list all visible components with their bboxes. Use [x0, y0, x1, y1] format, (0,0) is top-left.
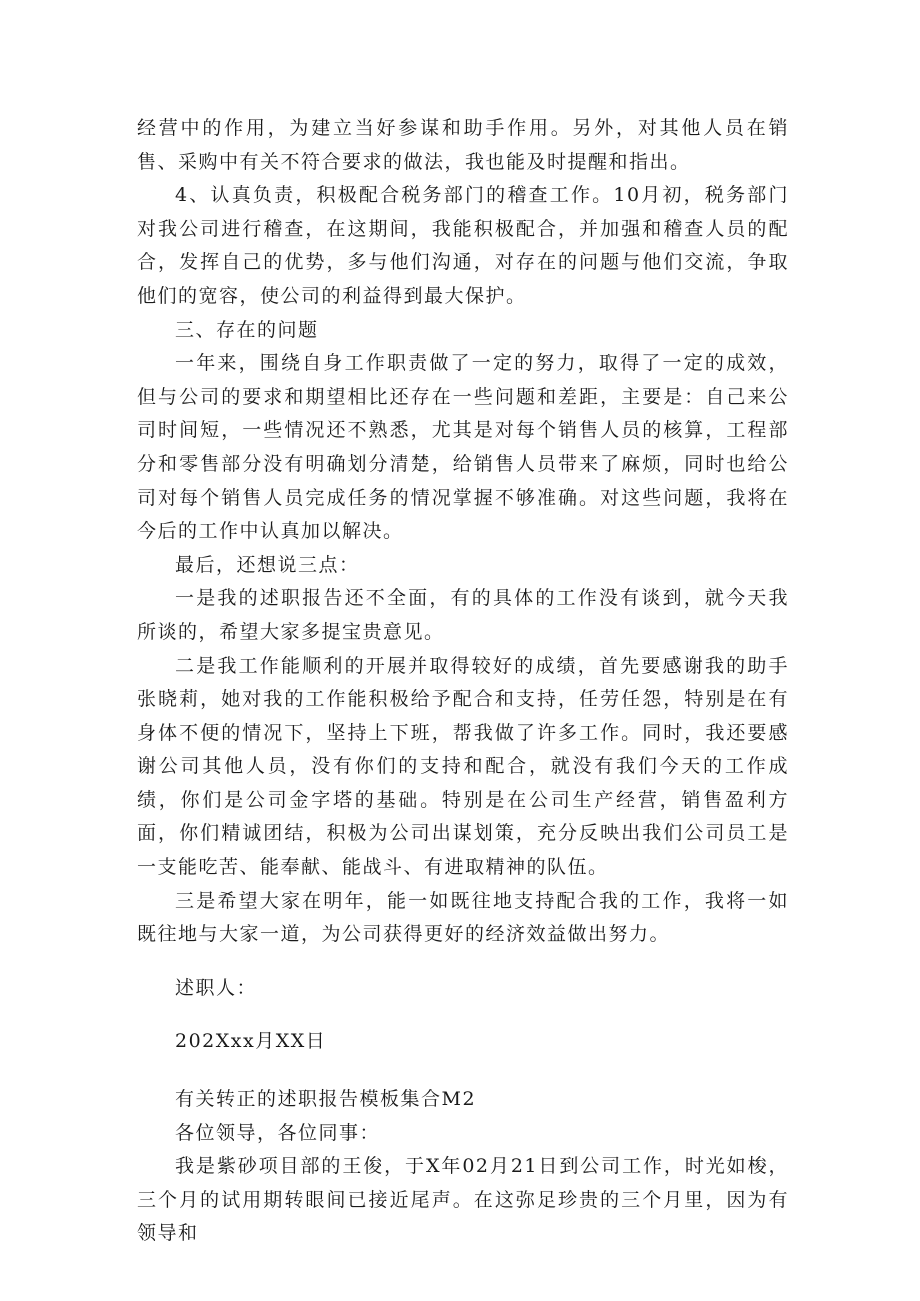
document-body — [137, 112, 789, 1251]
paragraph-point-three: 三是希望大家在明年，能一如既往地支持配合我的工作，我将一如既往地与大家一道，为公司获得更好的经济效益做出努力。 — [137, 889, 789, 946]
reporter-label: 述职人： — [175, 976, 258, 999]
paragraph-point-one: 一是我的述职报告还不全面，有的具体的工作没有谈到，就今天我所谈的，希望大家多提宝贵意见。 — [137, 587, 789, 643]
paragraph-introduction: 我是紫砂项目部的王俊，于X年02月21日到公司工作，时光如梭，三个月的试用期转眼间已接近尾声。在这弥足珍贵的三个月里，因为有领导和 — [137, 1155, 789, 1245]
paragraph-closing-intro: 最后，还想说三点： — [175, 553, 360, 576]
paragraph-point-two: 二是我工作能顺利的开展并取得较好的成绩，首先要感谢我的助手张晓莉，她对我的工作能积极给予配合和支持，任劳任怨，特别是在有身体不便的情况下，坚持上下班，帮我做了许多工作。同时，我还要感谢公司其他人员，没有你们的支持和配合，就没有我们今天的工作成绩，你们是公司金字塔的基础。特别是在公司生产经营，销售盈利方面，你们精诚团结，积极为公司出谋划策，充分反映出我们公司员工是一支能吃苦、能奉献、能战斗、有进取精神的队伍。 — [137, 654, 789, 879]
spacer — [137, 952, 789, 972]
report-date: 202Xxx月XX日 — [175, 1030, 327, 1053]
next-section-title: 有关转正的述职报告模板集合M2 — [175, 1088, 477, 1111]
paragraph-continuation: 经营中的作用，为建立当好参谋和助手作用。另外，对其他人员在销售、采购中有关不符合要求的做法，我也能及时提醒和指出。 — [137, 117, 789, 173]
salutation: 各位领导，各位同事： — [175, 1121, 381, 1144]
paragraph-problems: 一年来，围绕自身工作职责做了一定的努力，取得了一定的成效，但与公司的要求和期望相比还存在一些问题和差距，主要是：自己来公司时间短，一些情况还不熟悉，尤其是对每个销售人员的核算，工程部分和零售部分没有明确划分清楚，给销售人员带来了麻烦，同时也给公司对每个销售人员完成任务的情况掌握不够准确。对这些问题，我将在今后的工作中认真加以解决。 — [137, 352, 789, 543]
paragraph-tax-audit: 4、认真负责，积极配合税务部门的稽查工作。10月初，税务部门对我公司进行稽查，在这期间，我能积极配合，并加强和稽查人员的配合，发挥自己的优势，多与他们沟通，对存在的问题与他们交流，争取他们的宽容，使公司的利益得到最大保护。 — [137, 184, 789, 307]
section-heading-problems: 三、存在的问题 — [175, 318, 319, 341]
spacer — [137, 1059, 789, 1083]
spacer — [137, 1005, 789, 1025]
